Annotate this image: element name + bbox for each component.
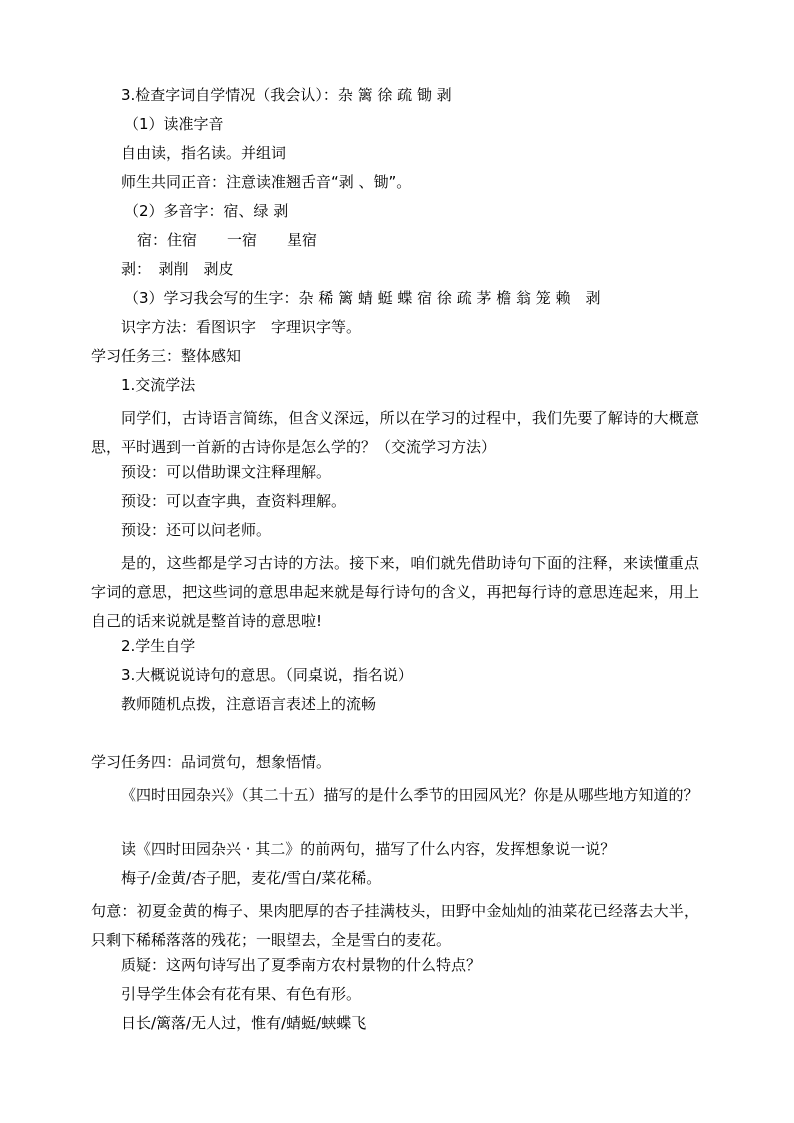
text-line-check-words: 3.检查字词自学情况（我会认）：杂 篱 徐 疏 锄 剥	[121, 86, 452, 104]
section-heading-task-three: 学习任务三：整体感知	[91, 347, 242, 365]
text-line-teacher-guidance: 教师随机点拨，注意语言表述上的流畅	[121, 695, 377, 713]
text-line-free-reading: 自由读，指名读。并组词	[121, 144, 287, 162]
paragraph-line-meaning: 句意：初夏金黄的梅子、果肉肥厚的杏子挂满枝头，田野中金灿灿的油菜花已经落去大半，只剩下稀稀落落的残花；一眼望去，全是雪白的麦花。	[91, 902, 699, 949]
text-line-su-examples: 宿：住宿 一宿 星宿	[137, 231, 318, 249]
text-line-guide-students: 引导学生体会有花有果、有色有形。	[121, 985, 362, 1003]
text-line-polyphonic: （2）多音字：宿、绿 剥	[124, 202, 289, 220]
text-line-poem-line-1: 梅子/金黄/杏子肥，麦花/雪白/菜花稀。	[121, 869, 382, 887]
section-heading-task-four: 学习任务四：品词赏句，想象悟情。	[91, 753, 332, 771]
text-line-correct-pronunciation: 师生共同正音：注意读准翘舌音“剥 、锄”。	[121, 173, 412, 191]
text-line-preset-1: 预设：可以借助课文注释理解。	[121, 463, 332, 481]
text-line-preset-3: 预设：还可以问老师。	[121, 521, 272, 539]
text-line-exchange-method: 1.交流学法	[121, 376, 196, 394]
paragraph-season-question: 《四时田园杂兴》（其二十五）描写的是什么季节的田园风光？你是从哪些地方知道的？	[121, 786, 699, 804]
text-line-preset-2: 预设：可以查字典，查资料理解。	[121, 492, 347, 510]
text-line-question-features: 质疑：这两句诗写出了夏季南方农村景物的什么特点？	[121, 956, 482, 974]
text-line-writing-characters: （3）学习我会写的生字：杂 稀 篱 蜻 蜓 蝶 宿 徐 疏 茅 檐 翁 笼 赖 剥	[124, 289, 601, 307]
text-line-literacy-method: 识字方法：看图识字 字理识字等。	[121, 318, 362, 336]
paragraph-learning-methods: 是的，这些都是学习古诗的方法。接下来，咱们就先借助诗句下面的注释，来读懂重点字词的意思，把这些词的意思串起来就是每行诗句的含义，再把每行诗的意思连起来，用上自己的话来说就是整首诗的意思啦!	[91, 554, 699, 630]
paragraph-ancient-poetry-intro: 同学们，古诗语言简练，但含义深远，所以在学习的过程中，我们先要了解诗的大概意思，平时遇到一首新的古诗你是怎么学的？（交流学习方法）	[91, 409, 699, 456]
text-line-read-pronunciation: （1）读准字音	[124, 115, 224, 133]
text-line-poem-line-2: 日长/篱落/无人过，惟有/蜻蜓/蛱蝶飞	[121, 1014, 367, 1032]
text-line-self-study: 2.学生自学	[121, 637, 196, 655]
text-line-bo-examples: 剥： 剥削 剥皮	[121, 260, 234, 278]
text-line-read-first-two-lines: 读《四时田园杂兴 · 其二》的前两句，描写了什么内容，发挥想象说一说？	[121, 840, 616, 858]
text-line-poem-meaning: 3.大概说说诗句的意思。（同桌说，指名说）	[121, 666, 413, 684]
